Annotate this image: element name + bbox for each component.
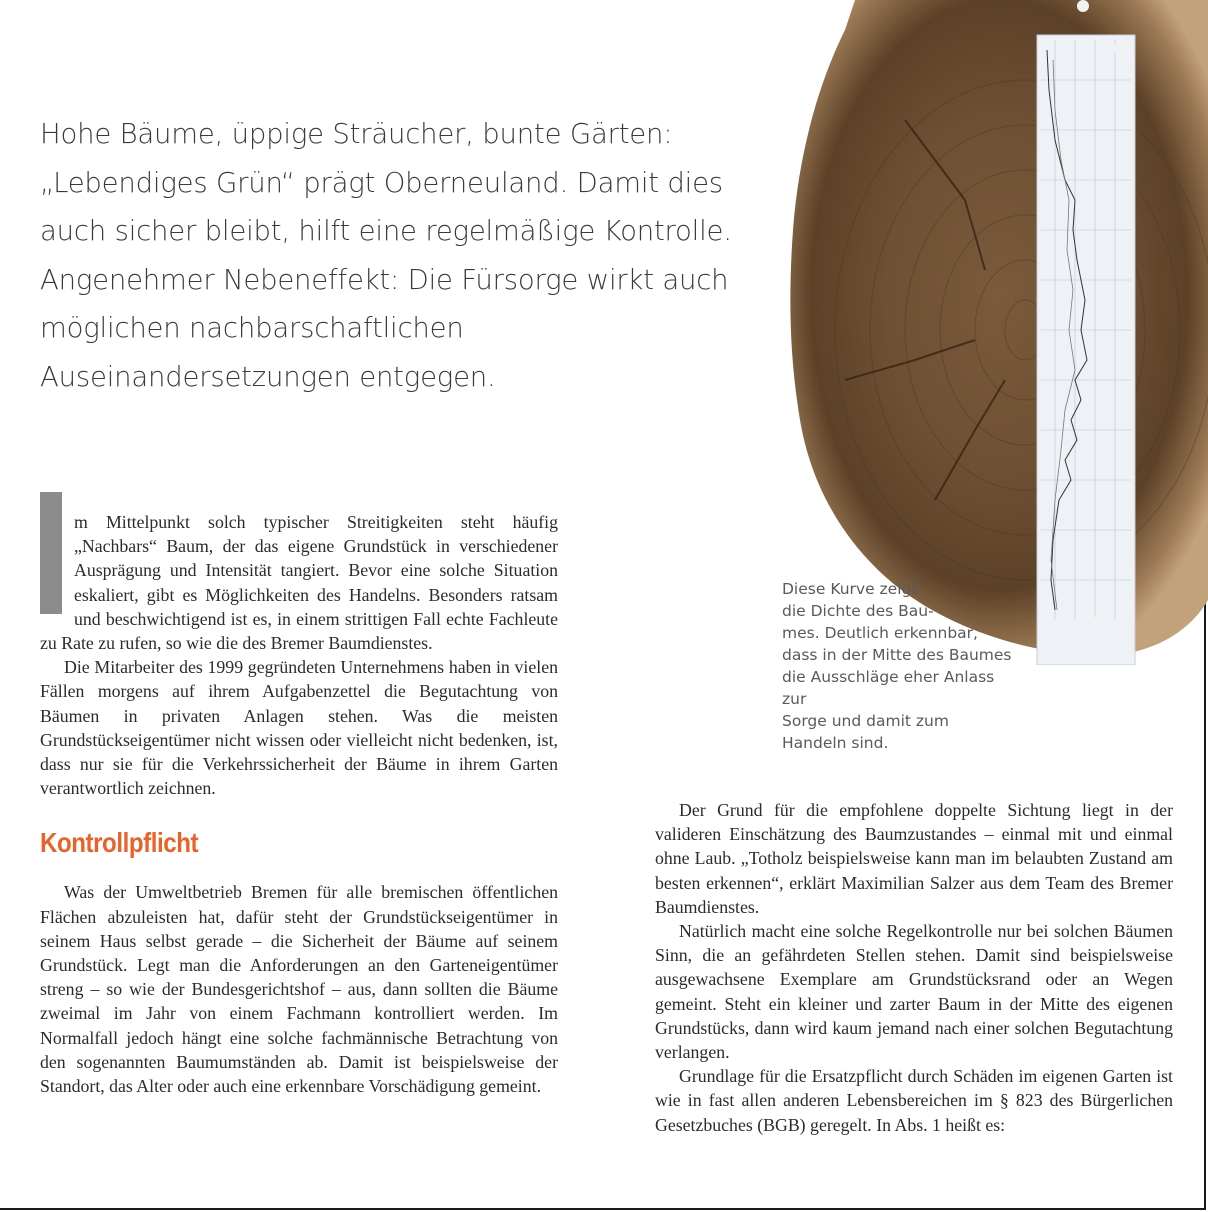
paragraph: Die Mitarbeiter des 1999 gegründeten Unternehmens haben in vielen Fällen morgens auf ihrem Aufgabenzettel die Begutachtung von Bäumen in privaten Anlagen stehen. Was die meisten Grundstückseigentümer nicht wissen oder vielleicht nicht bedenken, ist, dass nur sie für die Verkehrssicherheit der Bäume in ihrem Garten verantwortlich zeichnen. — [40, 657, 558, 799]
caption-line: Diese Kurve zeigt — [782, 580, 918, 598]
photo-caption — [782, 578, 1014, 754]
intro-text: Hohe Bäume, üppige Sträucher, bunte Gärten: „Lebendiges Grün“ prägt Oberneuland. Damit dies auch sicher bleibt, hilft eine regelmäßige Kontrolle. Angenehmer Nebeneffekt: Die Fürsorge wirkt auch möglichen nachbarschaftlichen Auseinandersetzungen entgegen. — [40, 118, 732, 393]
paragraph: Was der Umweltbetrieb Bremen für alle bremischen öffentlichen Flächen abzuleisten hat, dafür steht der Grundstückseigentümer in seinem Haus selbst gerade – die Sicherheit der Bäume auf seinem Grundstück. Legt man die Anforderungen an den Garteneigentümer streng – so wie der Bundesgerichtshof – aus, dann sollten die Bäume zweimal im Jahr von einem Fachmann kontrolliert werden. Im Normalfall jedoch hängt eine solche fachmännische Betrachtung von den sogenannten Baumumständen ab. Damit ist beispielsweise der Standort, das Alter oder auch eine erkennbare Vorschädigung gemeint. — [40, 882, 558, 1097]
paragraph: Natürlich macht eine solche Regelkontrolle nur bei solchen Bäumen Sinn, die an gefährdeten Stellen stehen. Damit sind beispielsweise ausgewachsene Exemplare am Grundstücksrand oder an Wegen gemeint. Steht ein kleiner und zarter Baum in der Mitte des eigenen Grundstücks, dann wird kaum jemand nach einer solchen Begutachtung verlangen. — [655, 921, 1173, 1063]
caption-line: Sorge und damit zum Handeln sind. — [782, 712, 949, 752]
section-heading: Kontrollpflicht — [40, 827, 199, 859]
paragraph-text: m Mittelpunkt solch typischer Streitigkeiten steht häufig „Nachbars“ Baum, der das eigene Grundstück in verschiedener Ausprägung und Intensität tangiert. Bevor eine solche Situation eskaliert, gibt es Möglichkeiten des Handelns. Besonders ratsam und beschwichtigend ist es, in einem strittigen Fall echte Fachleute zu Rate zu rufen, so wie die des Bremer Baumdienstes. — [40, 512, 558, 654]
caption-line: mes. Deutlich erkennbar, — [782, 624, 978, 642]
paragraph: Der Grund für die empfohlene doppelte Sichtung liegt in der valideren Einschätzung des Baumzustandes – einmal mit und einmal ohne Laub. „Totholz beispielsweise kann man im belaubten Zustand am besten erkennen“, erklärt Maximilian Salzer aus dem Team des Bremer Baumdienstes. — [655, 800, 1173, 917]
caption-line: dass in der Mitte des Baumes — [782, 646, 1012, 664]
caption-line: die Dichte des Bau- — [782, 602, 934, 620]
paragraph-intro — [40, 510, 558, 655]
caption-line: die Ausschläge eher Anlass zur — [782, 668, 995, 708]
dropcap-bar — [40, 492, 62, 614]
left-column — [40, 510, 558, 1098]
right-column — [655, 798, 1173, 1137]
paragraph: Grundlage für die Ersatzpflicht durch Schäden im eigenen Garten ist wie in fast allen anderen Lebensbereichen im § 823 des Bürgerlichen Gesetzbuches (BGB) geregelt. In Abs. 1 heißt es: — [655, 1066, 1173, 1135]
tree-slice-photo — [785, 0, 1208, 665]
